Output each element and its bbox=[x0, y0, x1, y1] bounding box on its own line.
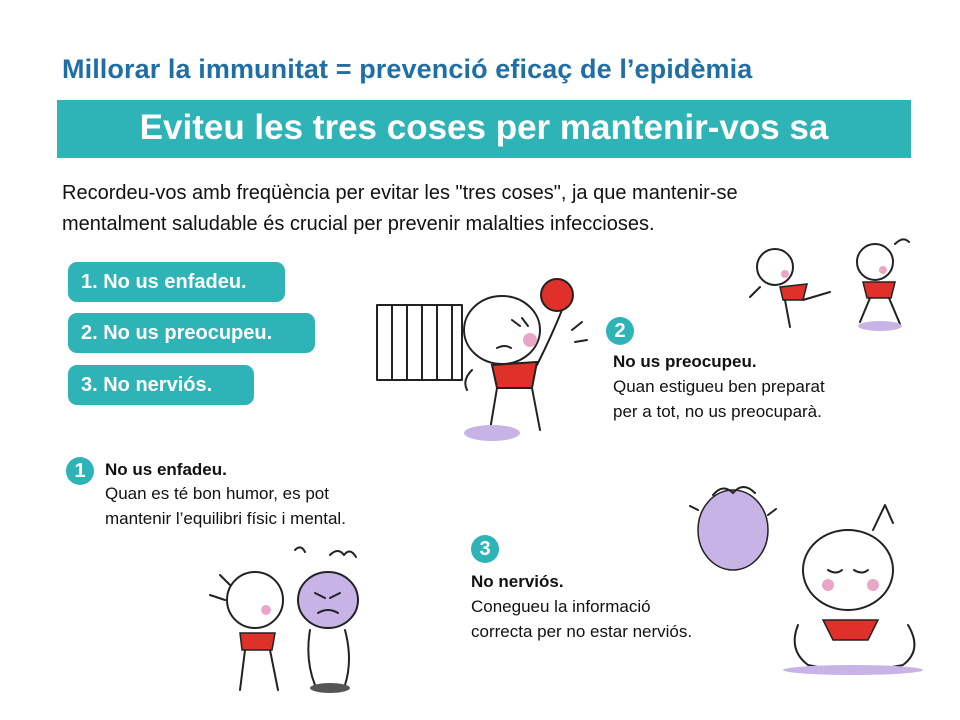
title-banner bbox=[57, 100, 911, 158]
item-2-title: No us preocupeu. bbox=[613, 352, 757, 371]
number-badge-2: 2 bbox=[606, 317, 634, 345]
item-1-line-2: mantenir l’equilibri físic i mental. bbox=[105, 509, 346, 528]
item-1-body bbox=[105, 481, 346, 531]
item-3-line-2: correcta per no estar nerviós. bbox=[471, 622, 693, 641]
pill-2: 2. No us preocupeu. bbox=[68, 313, 315, 353]
item-2-body bbox=[613, 374, 825, 424]
item-1-line-1: Quan es té bon humor, es pot bbox=[105, 484, 329, 503]
item-2-line-1: Quan estigueu ben preparat bbox=[613, 377, 825, 396]
page-title: Millorar la immunitat = prevenció eficaç de l’epidèmia bbox=[62, 54, 753, 84]
item-2-line-2: per a tot, no us preocuparà. bbox=[613, 402, 822, 421]
intro-line-1: Recordeu-vos amb freqüència per evitar les "tres coses", ja que mantenir-se bbox=[62, 182, 738, 204]
pill-3: 3. No nerviós. bbox=[68, 365, 254, 405]
number-badge-3: 3 bbox=[471, 535, 499, 563]
item-3-title: No nerviós. bbox=[471, 572, 564, 591]
pill-1: 1. No us enfadeu. bbox=[68, 262, 285, 302]
number-badge-1: 1 bbox=[66, 457, 94, 485]
item-3-line-1: Conegueu la informació bbox=[471, 597, 651, 616]
meditating-character-illustration bbox=[688, 475, 933, 675]
angry-characters-illustration bbox=[200, 545, 390, 700]
item-3-body bbox=[471, 594, 692, 644]
cage-character-illustration bbox=[372, 270, 602, 450]
banner-text: Eviteu les tres coses per mantenir-vos sa bbox=[139, 108, 829, 147]
sports-characters-illustration bbox=[745, 232, 925, 332]
item-1-title: No us enfadeu. bbox=[105, 460, 227, 479]
intro-paragraph bbox=[62, 178, 902, 240]
intro-line-2: mentalment saludable és crucial per prevenir malalties infeccioses. bbox=[62, 213, 655, 235]
